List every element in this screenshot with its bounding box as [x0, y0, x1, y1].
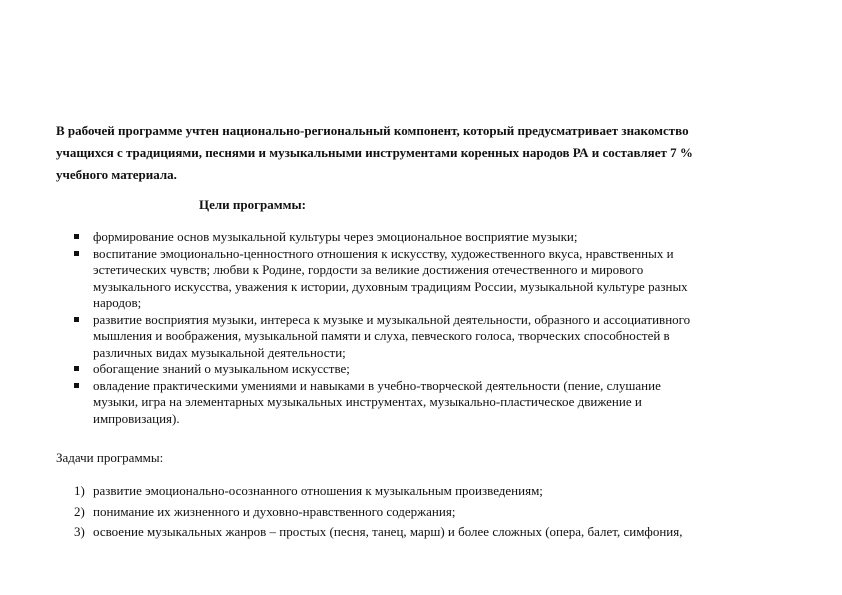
goal-text-line: формирование основ музыкальной культуры через эмоциональное восприятие музыки;: [93, 229, 578, 244]
goals-list-item: [73, 361, 773, 378]
goal-text-line: музыкального искусства, уважения к истории, духовным традициям России, музыкальной культуре разных: [93, 278, 688, 294]
intro-line: учебного материала.: [56, 167, 177, 182]
goal-text-line: воспитание эмоционально-ценностного отношения к искусству, художественного вкуса, нравственных и: [93, 245, 674, 261]
goals-list: [73, 229, 773, 427]
square-bullet-icon: [74, 234, 79, 239]
intro-line: В рабочей программе учтен национально-региональный компонент, который предусматривает знакомство: [56, 123, 689, 138]
task-number: 1): [74, 483, 85, 498]
goals-list-item: [73, 312, 773, 362]
task-text: освоение музыкальных жанров – простых (песня, танец, марш) и более сложных (опера, балет, симфония,: [93, 524, 683, 539]
goal-text-line: импровизация).: [93, 410, 180, 426]
tasks-list-item: [73, 502, 793, 523]
goals-list-item: [73, 378, 773, 428]
goals-list-item: [73, 246, 773, 312]
square-bullet-icon: [74, 317, 79, 322]
tasks-list: [73, 481, 793, 543]
goal-text-line: различных видах музыкальной деятельности;: [93, 344, 346, 360]
task-text: развитие эмоционально-осознанного отношения к музыкальным произведениям;: [93, 483, 543, 498]
intro-line: учащихся с традициями, песнями и музыкальными инструментами коренных народов РА и составляет 7 %: [56, 145, 693, 160]
goal-text-line: музыки, игра на элементарных музыкальных инструментах, музыкально-пластическое движение и: [93, 394, 642, 409]
intro-paragraph: [56, 120, 791, 186]
goal-text-line: обогащение знаний о музыкальном искусстве;: [93, 361, 350, 376]
goal-text-line: эстетических чувств; любви к Родине, гордости за великие достижения отечественного и мирового: [93, 262, 644, 277]
square-bullet-icon: [74, 366, 79, 371]
task-number: 3): [74, 524, 85, 539]
task-number: 2): [74, 503, 85, 519]
goals-heading: Цели программы:: [199, 197, 306, 212]
square-bullet-icon: [74, 251, 79, 256]
goal-text-line: мышления и воображения, музыкальной памяти и слуха, певческого голоса, творческих способностей в: [93, 328, 670, 343]
goal-text-line: овладение практическими умениями и навыками в учебно-творческой деятельности (пение, слушание: [93, 377, 661, 393]
tasks-list-item: [73, 522, 793, 543]
square-bullet-icon: [74, 383, 79, 388]
task-text: понимание их жизненного и духовно-нравственного содержания;: [93, 503, 456, 519]
goals-list-item: [73, 229, 773, 246]
goal-text-line: развитие восприятия музыки, интереса к музыке и музыкальной деятельности, образного и ассоциативного: [93, 311, 691, 327]
tasks-list-item: [73, 481, 793, 502]
tasks-heading: Задачи программы:: [56, 450, 164, 465]
goal-text-line: народов;: [93, 295, 142, 310]
